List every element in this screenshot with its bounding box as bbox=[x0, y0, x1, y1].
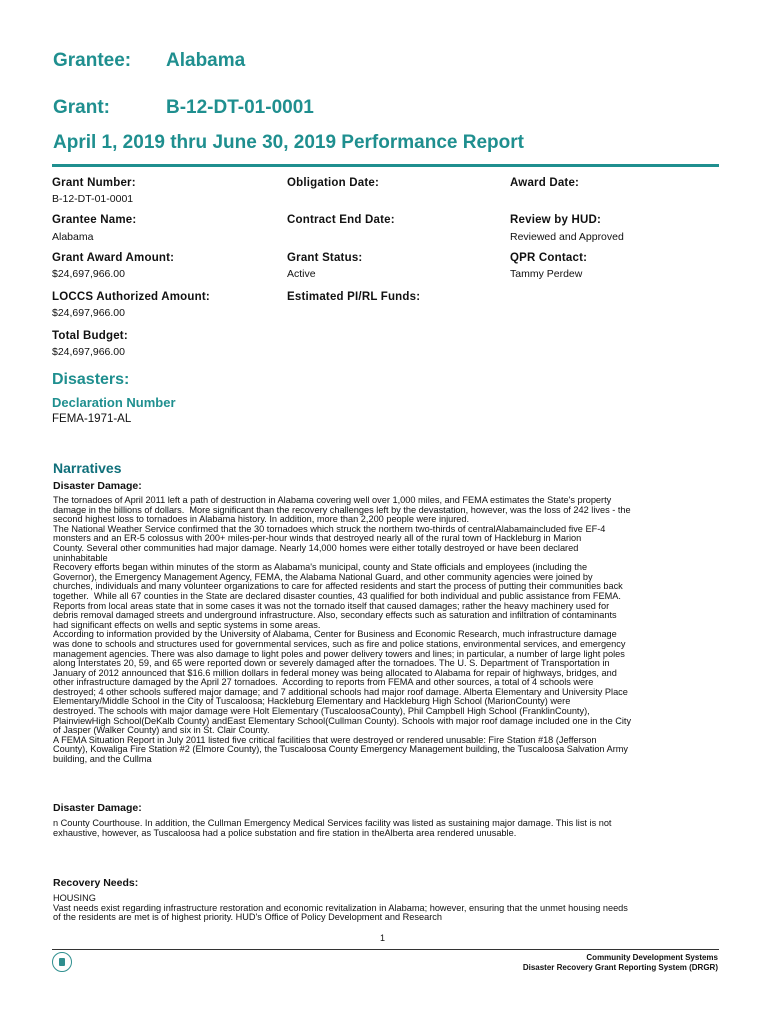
recovery-needs-text: HOUSING Vast needs exist regarding infrastructure restoration and economic revitalization in Alabama; however, ensuring that the unmet housing needs of the residents are met is of highest priority. HUD's Office of Policy Development and Research bbox=[53, 893, 628, 923]
disaster-damage-text: The tornadoes of April 2011 left a path of destruction in Alabama covering well over 1,000 miles, and FEMA estimates the State's property damage in the billions of dollars. More significant than the recovery challenges left by the devastation, however, was the loss of 242 lives - the second highest loss to tornadoes in Alabama history. In addition, more than 2,200 people were injured. The National Weather Service confirmed that the 30 tornadoes which struck the northern two-thirds of centralAlabamaincluded five EF-4 monsters and an ER-5 colossus with 200+ miles-per-hour winds that destroyed nearly all of the rural town of Hackleburg in Marion County. Several other communities had major damage. Nearly 14,000 homes were either totally destroyed or have been declared uninhabitable Recovery efforts began within minutes of the storm as Alabama's municipal, county and State officials and employees (including the Governor), the Emergency Management Agency, FEMA, the Alabama National Guard, and other community agencies were joined by churches, individuals and many volunteer organizations to care for affected residents and start the process of putting their communities back together. While all 67 counties in the State are declared disaster counties, 43 qualified for both individual and public assistance from FEMA. Reports from local areas state that in some cases it was not the tornado itself that caused damages; rather the heavy machinery used for debris removal damaged streets and underground infrastructure. Also, secondary effects such as saturation and infiltration of contaminants had significant effects on wells and septic systems in some areas. According to information provided by the University of Alabama, Center for Business and Economic Research, much infrastructure damage was done to schools and structures used for governmental services, such as fire and police stations, environmental services, and emergency management agencies. There was also damage to light poles and power delivery towers and lines; in particular, a number of large light poles along Interstates 20, 59, and 65 were reported down or severely damaged after the tornadoes. The U. S. Department of Transportation in January of 2012 announced that $16.6 million dollars in federal money was being allocated to Alabama for repair of highways, bridges, and other infrastructure damaged by the April 27 tornadoes. According to reports from FEMA and other sources, a total of 4 schools were destroyed; 4 other schools suffered major damage; and 7 additional schools had major roof damage. Alberta Elementary and University Place Elementary/Middle School in the City of Tuscaloosa; Hackleburg Elementary and Hackleburg High School (MarionCounty) were destroyed. The schools with major damage were Holt Elementary (TuscaloosaCounty), Phil Campbell High School (FranklinCounty), PlainviewHigh School(DeKalb County) andEast Elementary School(Cullman County). Schools with major roof damage included one in the City of Jasper (Walker County) and six in St. Clair County. A FEMA Situation Report in July 2011 listed five critical facilities that were destroyed or rendered unusable: Fire Station #18 (Jefferson County), Kowaliga Fire Station #2 (Elmore County), the Tuscaloosa County Emergency Management building, the Tuscaloosa Salvation Army building, and the Cullma bbox=[53, 495, 632, 765]
report-title: April 1, 2019 thru June 30, 2019 Performance Report bbox=[53, 132, 524, 153]
footer-divider bbox=[52, 949, 719, 950]
obligation-date-label: Obligation Date: bbox=[287, 177, 380, 189]
total-budget-value: $24,697,966.00 bbox=[52, 346, 125, 358]
grant-status-value: Active bbox=[287, 268, 316, 280]
grant-number-value: B-12-DT-01-0001 bbox=[52, 193, 134, 205]
disaster-damage-continued-label: Disaster Damage: bbox=[53, 802, 142, 814]
grant-value: B-12-DT-01-0001 bbox=[166, 97, 314, 118]
disaster-damage-label: Disaster Damage: bbox=[53, 480, 142, 492]
grantee-value: Alabama bbox=[166, 50, 246, 71]
grant-award-amount-label: Grant Award Amount: bbox=[52, 252, 175, 264]
declaration-number-label: Declaration Number bbox=[52, 395, 176, 410]
review-by-hud-label: Review by HUD: bbox=[510, 214, 601, 226]
grant-label: Grant: bbox=[53, 97, 110, 118]
total-budget-label: Total Budget: bbox=[52, 330, 128, 342]
grantee-name-value: Alabama bbox=[52, 231, 94, 243]
disaster-damage-continued-text: n County Courthouse. In addition, the Cullman Emergency Medical Services facility was listed as sustaining major damage. This list is not exhaustive, however, as Tuscaloosa had a police substation and fire station in theAlberta area rendered unusable. bbox=[53, 818, 612, 838]
footer-report-system: Disaster Recovery Grant Reporting System (DRGR) bbox=[522, 963, 718, 972]
hud-seal-icon bbox=[52, 952, 72, 972]
grant-award-amount-value: $24,697,966.00 bbox=[52, 268, 125, 280]
review-by-hud-value: Reviewed and Approved bbox=[510, 231, 624, 243]
declaration-number-value: FEMA-1971-AL bbox=[52, 413, 132, 425]
qpr-contact-label: QPR Contact: bbox=[510, 252, 588, 264]
page-number: 1 bbox=[380, 933, 386, 943]
grantee-name-label: Grantee Name: bbox=[52, 214, 137, 226]
loccs-authorized-amount-value: $24,697,966.00 bbox=[52, 307, 125, 319]
grant-number-label: Grant Number: bbox=[52, 177, 136, 189]
grant-status-label: Grant Status: bbox=[287, 252, 363, 264]
recovery-needs-label: Recovery Needs: bbox=[53, 877, 139, 889]
estimated-pi-rl-funds-label: Estimated PI/RL Funds: bbox=[287, 291, 421, 303]
title-divider bbox=[52, 164, 719, 167]
qpr-contact-value: Tammy Perdew bbox=[510, 268, 583, 280]
disasters-heading: Disasters: bbox=[52, 371, 130, 388]
grantee-label: Grantee: bbox=[53, 50, 132, 71]
award-date-label: Award Date: bbox=[510, 177, 580, 189]
loccs-authorized-amount-label: LOCCS Authorized Amount: bbox=[52, 291, 210, 303]
footer-system-name: Community Development Systems bbox=[586, 953, 718, 962]
narratives-heading: Narratives bbox=[53, 460, 122, 476]
contract-end-date-label: Contract End Date: bbox=[287, 214, 395, 226]
